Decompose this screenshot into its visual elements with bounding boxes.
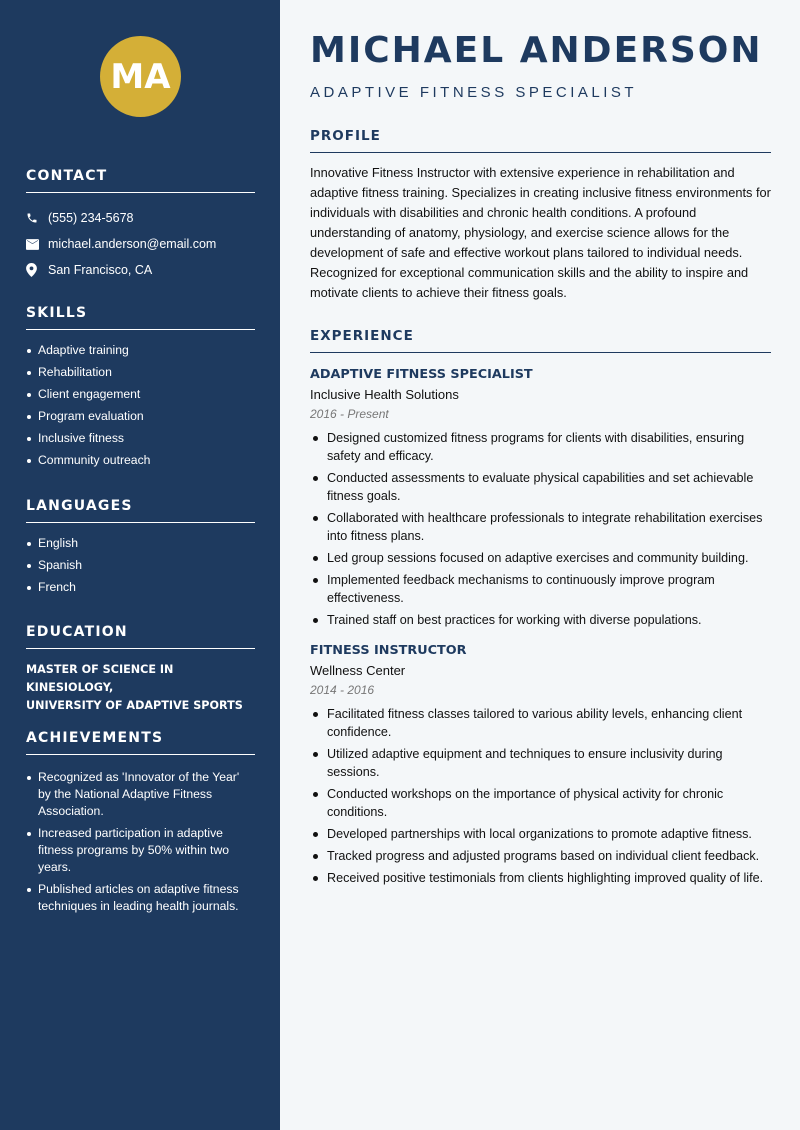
job-bullet: Tracked progress and adjusted programs based on individual client feedback.: [310, 847, 771, 865]
contact-phone[interactable]: [26, 205, 255, 231]
job-bullet: Trained staff on best practices for working with diverse populations.: [310, 611, 771, 629]
languages-list: [26, 535, 255, 596]
skill-item: Program evaluation: [26, 408, 255, 425]
job-bullet: Facilitated fitness classes tailored to various ability levels, enhancing client confidence.: [310, 705, 771, 741]
skill-item: Rehabilitation: [26, 364, 255, 381]
achievement-item: Recognized as 'Innovator of the Year' by the National Adaptive Fitness Association.: [26, 769, 255, 820]
education-degree: [26, 661, 255, 715]
skills-heading: SKILLS: [26, 305, 255, 330]
contact-location: [26, 257, 255, 283]
job-bullet: Collaborated with healthcare professionals to integrate rehabilitation exercises into fitness plans.: [310, 509, 771, 545]
education-section: [26, 624, 255, 715]
achievement-item: Increased participation in adaptive fitness programs by 50% within two years.: [26, 825, 255, 876]
location-text: San Francisco, CA: [48, 263, 153, 277]
job-entry: [310, 643, 771, 887]
job-bullet: Designed customized fitness programs for clients with disabilities, ensuring safety and efficacy.: [310, 429, 771, 465]
email-text: michael.anderson@email.com: [48, 237, 217, 251]
contact-email[interactable]: [26, 231, 255, 257]
job-dates: 2016 - Present: [310, 407, 389, 421]
profile-section: [310, 128, 771, 303]
education-line-2: UNIVERSITY OF ADAPTIVE SPORTS: [26, 699, 243, 712]
skills-section: [26, 305, 255, 474]
job-company: Inclusive Health Solutions: [310, 387, 459, 402]
job-entry: [310, 367, 771, 629]
phone-text: (555) 234-5678: [48, 211, 134, 225]
languages-heading: LANGUAGES: [26, 498, 255, 523]
experience-heading: EXPERIENCE: [310, 328, 771, 353]
skill-item: Inclusive fitness: [26, 430, 255, 447]
job-title: ADAPTIVE FITNESS SPECIALIST: [310, 367, 533, 382]
language-item: French: [26, 579, 255, 596]
skill-item: Client engagement: [26, 386, 255, 403]
location-pin-icon: [26, 263, 48, 277]
job-bullet: Conducted workshops on the importance of physical activity for chronic conditions.: [310, 785, 771, 821]
sidebar: [0, 0, 280, 1130]
job-bullet: Led group sessions focused on adaptive exercises and community building.: [310, 549, 771, 567]
languages-section: [26, 498, 255, 601]
candidate-name: MICHAEL ANDERSON: [310, 30, 763, 71]
job-title: FITNESS INSTRUCTOR: [310, 643, 467, 658]
avatar: [100, 36, 181, 117]
candidate-role: ADAPTIVE FITNESS SPECIALIST: [310, 84, 638, 101]
job-bullet: Implemented feedback mechanisms to continuously improve program effectiveness.: [310, 571, 771, 607]
avatar-initials: MA: [110, 56, 171, 97]
contact-heading: CONTACT: [26, 168, 255, 193]
contact-section: [26, 168, 255, 283]
skills-list: [26, 342, 255, 469]
language-item: English: [26, 535, 255, 552]
achievements-section: [26, 730, 255, 920]
achievements-heading: ACHIEVEMENTS: [26, 730, 255, 755]
skill-item: Community outreach: [26, 452, 255, 469]
job-bullets: [310, 429, 771, 629]
profile-text: Innovative Fitness Instructor with extensive experience in rehabilitation and adaptive fitness training. Specializes in creating inclusive fitness environments for individuals with disabilities and chronic health conditions. A profound understanding of anatomy, physiology, and exercise science allows for the development of safe and effective workout plans tailored to individual needs. Recognized for exceptional communication skills and the ability to inspire and motivate clients to achieve their fitness goals.: [310, 165, 771, 300]
job-bullets: [310, 705, 771, 887]
experience-section: [310, 328, 771, 891]
job-dates: 2014 - 2016: [310, 683, 375, 697]
profile-heading: PROFILE: [310, 128, 771, 153]
education-line-1: MASTER OF SCIENCE IN KINESIOLOGY,: [26, 663, 174, 694]
language-item: Spanish: [26, 557, 255, 574]
job-bullet: Developed partnerships with local organizations to promote adaptive fitness.: [310, 825, 771, 843]
phone-icon: [26, 212, 48, 224]
skill-item: Adaptive training: [26, 342, 255, 359]
job-bullet: Utilized adaptive equipment and techniques to ensure inclusivity during sessions.: [310, 745, 771, 781]
achievements-list: [26, 769, 255, 915]
job-bullet: Received positive testimonials from clients highlighting improved quality of life.: [310, 869, 771, 887]
achievement-item: Published articles on adaptive fitness techniques in leading health journals.: [26, 881, 255, 915]
email-icon: [26, 239, 48, 250]
job-company: Wellness Center: [310, 663, 406, 678]
job-bullet: Conducted assessments to evaluate physical capabilities and set achievable fitness goals.: [310, 469, 771, 505]
education-heading: EDUCATION: [26, 624, 255, 649]
